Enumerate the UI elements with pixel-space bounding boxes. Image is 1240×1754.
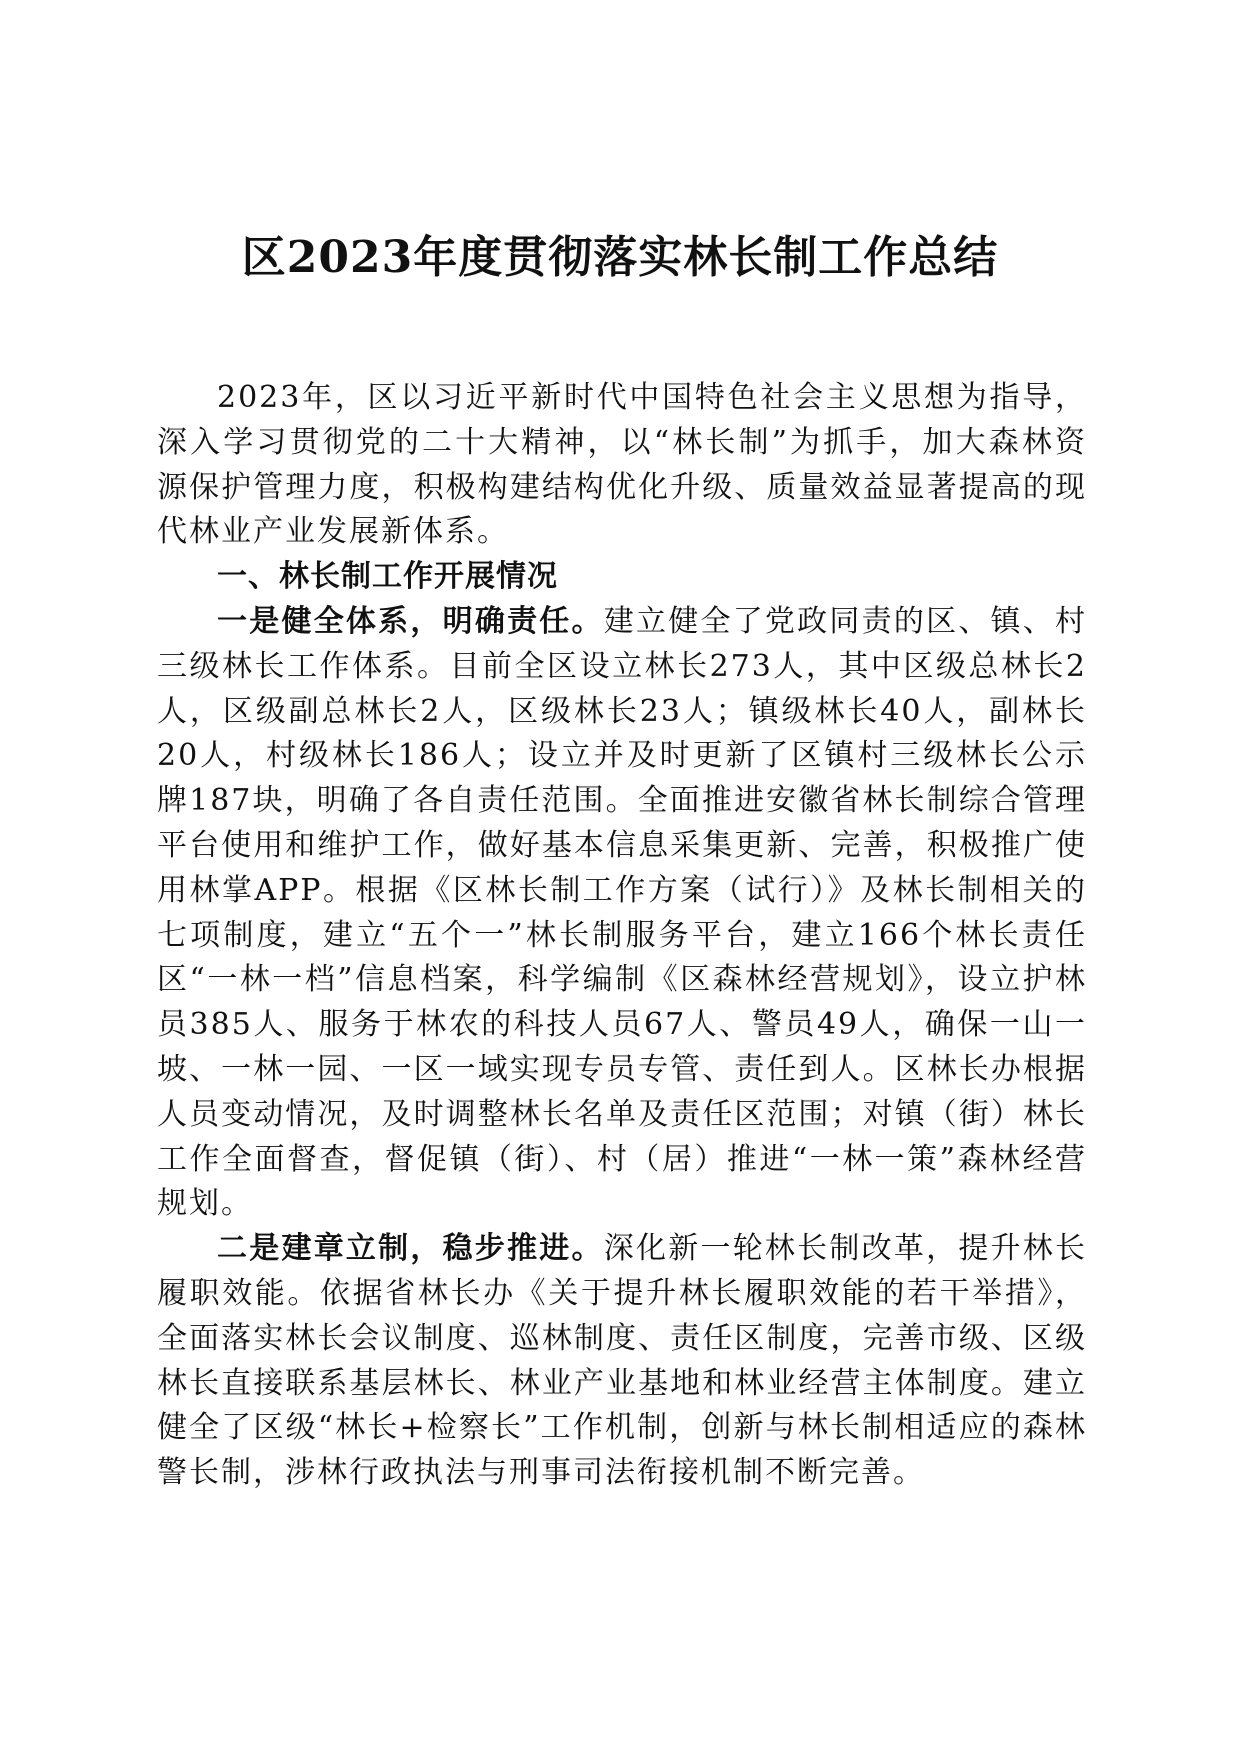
document-body [157,376,1087,1496]
section-heading: 一、林长制工作开展情况 [217,559,558,595]
document-title: 区2023年度贯彻落实林长制工作总结 [241,232,999,283]
item-text-2: 深化新一轮林长制改革，提升林长履职效能。依据省林长办《关于提升林长履职效能的若干举措》，全面落实林长会议制度、巡林制度、责任区制度，完善市级、区级林长直接联系基层林长、林业产业基地和林业经营主体制度。建立健全了区级“林长+检察长”工作机制，创新与林长制相适应的森林警长制，涉林行政执法与刑事司法衔接机制不断完善。 [157,1231,1088,1491]
item-text-1: 建立健全了党政同责的区、镇、村三级林长工作体系。目前全区设立林长273人，其中区级总林长2人，区级副总林长2人，区级林长23人；镇级林长40人，副林长20人，村级林长186人；设立并及时更新了区镇村三级林长公示牌187块，明确了各自责任范围。全面推进安徽省林长制综合管理平台使用和维护工作，做好基本信息采集更新、完善，积极推广使用林掌APP。根据《区林长制工作方案（试行）》及林长制相关的七项制度，建立“五个一”林长制服务平台，建立166个林长责任区“一林一档”信息档案，科学编制《区森林经营规划》，设立护林员385人、服务于林农的科技人员67人、警员49人，确保一山一坡、一林一园、一区一域实现专员专管、责任到人。区林长办根据人员变动情况，及时调整林长名单及责任区范围；对镇（街）林长工作全面督查，督促镇（街）、村（居）推进“一林一策”森林经营规划。 [157,603,1088,1222]
item-lead-2: 二是建章立制，稳步推进。 [217,1231,604,1267]
intro-paragraph: 2023年，区以习近平新时代中国特色社会主义思想为指导，深入学习贯彻党的二十大精神，以“林长制”为抓手，加大森林资源保护管理力度，积极构建结构优化升级、质量效益显著提高的现代林业产业发展新体系。 [157,380,1087,550]
item-paragraph-1 [157,600,1087,1227]
item-paragraph-2 [157,1227,1087,1496]
item-lead-1: 一是健全体系，明确责任。 [217,603,604,639]
